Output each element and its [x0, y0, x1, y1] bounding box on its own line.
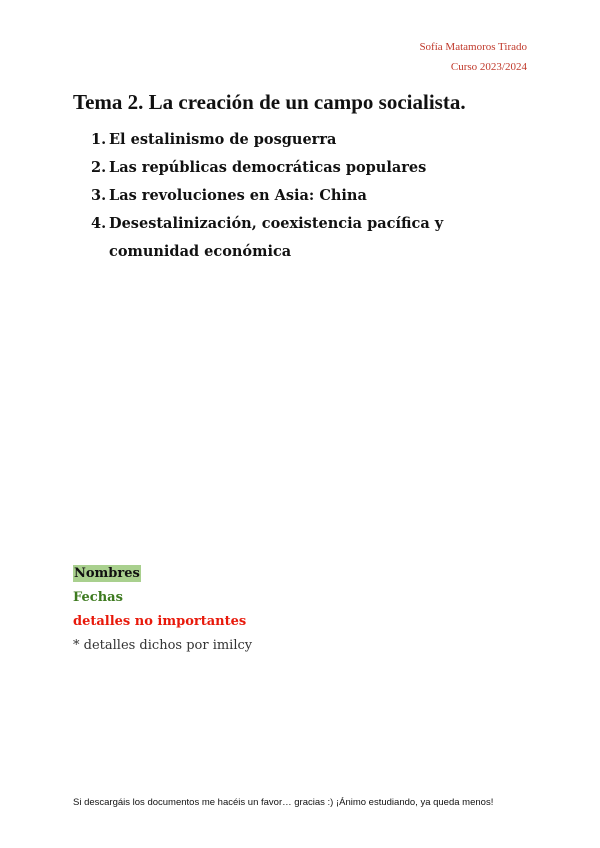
course-year: Curso 2023/2024 — [450, 61, 527, 73]
page-header — [419, 37, 527, 77]
topic-number: 4. — [91, 215, 107, 232]
topic-item — [91, 210, 531, 266]
topic-number: 3. — [91, 187, 107, 204]
legend-minor-details: detalles no importantes — [73, 614, 247, 629]
topic-text: Desestalinización, coexistencia pacífica y comunidad económica — [109, 215, 444, 260]
legend-names: Nombres — [74, 566, 140, 581]
topic-item — [91, 182, 531, 210]
topic-list — [91, 126, 531, 266]
page-title: Tema 2. La creación de un campo socialista. — [73, 90, 466, 114]
color-legend — [73, 562, 252, 658]
legend-note: * detalles dichos por imilcy — [73, 638, 253, 653]
topic-item — [91, 154, 531, 182]
author-name: Sofía Matamoros Tirado — [419, 41, 527, 53]
topic-text: Las repúblicas democráticas populares — [109, 159, 427, 176]
topic-text: El estalinismo de posguerra — [109, 131, 337, 148]
topic-number: 1. — [91, 131, 107, 148]
topic-text: Las revoluciones en Asia: China — [109, 187, 367, 204]
page-footer: Si descargáis los documentos me hacéis un favor… gracias :) ¡Ánimo estudiando, ya queda menos! — [73, 797, 494, 808]
topic-number: 2. — [91, 159, 107, 176]
topic-item — [91, 126, 531, 154]
legend-dates: Fechas — [73, 590, 123, 605]
